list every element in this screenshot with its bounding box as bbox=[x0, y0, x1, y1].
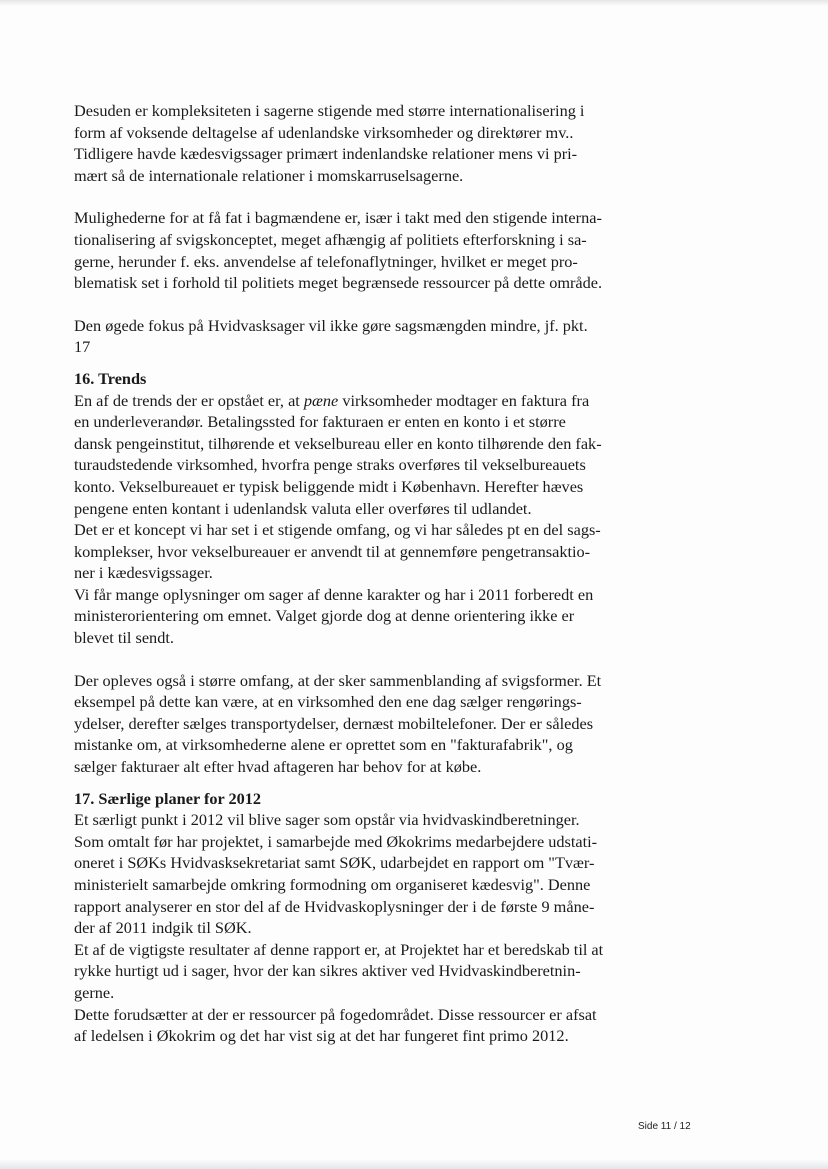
scan-top-edge bbox=[0, 0, 828, 6]
document-body bbox=[74, 100, 634, 1047]
paragraph-complexity: Desuden er kompleksiteten i sagerne stigende med større internationalisering i form af voksende deltagelse af udenlandske virksomheder og direktører mv.. Tidligere havde kædesvigssager primært indenlandske relationer mens vi pri- mært så de internationale relationer i momskarruselsagerne. bbox=[74, 101, 585, 185]
page-number: Side 11 / 12 bbox=[638, 1121, 691, 1132]
paragraph-trends-mixing: Der opleves også i større omfang, at der sker sammenblanding af svigsformer. Et eksempel på dette kan være, at en virksomhed den ene dag sælger rengørings- ydelser, derefter sælges transportydelser, dernæst mobiltelefoner. Der er således mistanke om, at virksomhederne alene er oprettet som en "fakturafabrik", og sælger fakturaer alt efter hvad aftageren har behov for at købe. bbox=[74, 670, 602, 777]
section-heading-plans-2012: 17. Særlige planer for 2012 bbox=[74, 788, 262, 808]
paragraph-trends-concept: Det er et koncept vi har set i et stigende omfang, og vi har således pt en del sags- komplekser, hvor vekselbureauer er anvendt til at gennemføre pengetransaktio- ner i kædesvigssager. bbox=[74, 520, 601, 583]
paragraph-focus: Den øgede fokus på Hvidvasksager vil ikke gøre sagsmængden mindre, jf. pkt. 17 bbox=[74, 315, 588, 357]
scan-bottom-edge bbox=[0, 1159, 828, 1169]
paragraph-trends-information: Vi får mange oplysninger om sager af denne karakter og har i 2011 forberedt en ministerorientering om emnet. Valget gjorde dog at denne orientering ikke er blevet til sendt. bbox=[74, 584, 594, 648]
paragraph-possibilities: Mulighederne for at få fat i bagmændene er, især i takt med den stigende interna- tionalisering af svigskonceptet, meget afhængig af politiets efterforskning i sa- gerne, herunder f. eks. anvendelse af telefonaflytninger, hvilket er meget pro- blematisk set i forhold til politiets meget begrænsede ressourcer på dette område. bbox=[74, 208, 603, 293]
paragraph-plans-report: Et særligt punkt i 2012 vil blive sager som opstår via hvidvaskindberetninger. Som omtalt før har projektet, i samarbejde med Økokrims medarbejdere udstati- oneret i SØKs Hvidvasksekretariat samt SØK, udarbejdet en rapport om "Tvær- ministerielt samarbejde omkring formodning om organiseret kædesvig". Denne rapport analyserer en stor del af de Hvidvaskoplysninger der i de første 9 måne- der af 2011 indgik til SØK. bbox=[74, 810, 598, 938]
paragraph-trends-invoice: En af de trends der er opstået er, at pæne virksomheder modtager en faktura fra en underleverandør. Betalingssted for fakturaen er enten en konto i et større dansk pengeinstitut, tilhørende et vekselbureau eller en konto tilhørende den fak- turaudstedende virksomhed, hvorfra penge straks overføres til vekselbureauets konto. Vekselbureauet er typisk beliggende midt i København. Herefter hæves pengene enten kontant i udenlandsk valuta eller overføres til udlandet. bbox=[74, 390, 602, 518]
paragraph-plans-resources: Dette forudsætter at der er ressourcer på fogedområdet. Disse ressourcer er afsat af ledelsen i Økokrim og det har vist sig at det har fungeret fint primo 2012. bbox=[74, 1004, 597, 1046]
section-heading-trends: 16. Trends bbox=[74, 368, 147, 388]
paragraph-plans-results: Et af de vigtigste resultater af denne rapport er, at Projektet har et beredskab til at rykke hurtigt ud i sager, hvor der kan sikres aktiver ved Hvidvaskindberetnin- gerne. bbox=[74, 939, 604, 1002]
